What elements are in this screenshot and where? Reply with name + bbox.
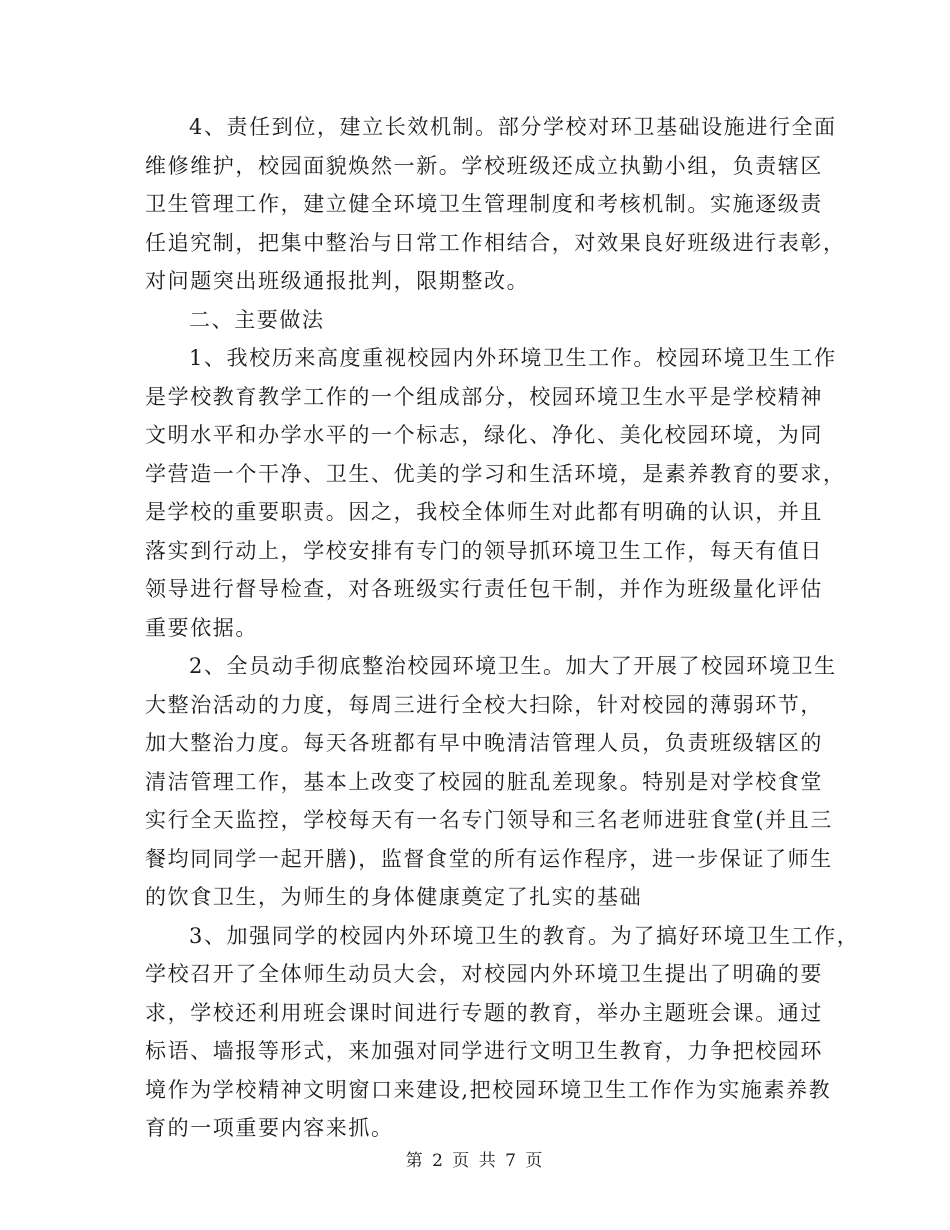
paragraph-line: 维修维护，校园面貌焕然一新。学校班级还成立执勤小组，负责辖区 <box>145 153 823 178</box>
section-heading: 二、主要做法 <box>189 307 325 332</box>
paragraph-line: 育的一项重要内容来抓。 <box>145 1116 394 1140</box>
paragraph-line: 2、全员动手彻底整治校园环境卫生。加大了开展了校园环境卫生 <box>189 654 837 678</box>
paragraph-line: 的饮食卫生，为师生的身体健康奠定了扎实的基础 <box>145 885 643 909</box>
paragraph-line: 实行全天监控，学校每天有一名专门领导和三名老师进驻食堂(并且三 <box>145 808 833 832</box>
paragraph-line: 文明水平和办学水平的一个标志，绿化、净化、美化校园环境，为同 <box>145 423 823 447</box>
paragraph-line: 大整治活动的力度，每周三进行全校大扫除，针对校园的薄弱环节， <box>145 692 823 717</box>
paragraph-line: 标语、墙报等形式，来加强对同学进行文明卫生教育，力争把校园环 <box>145 1039 823 1063</box>
paragraph-line: 学校召开了全体师生动员大会，对校园内外环境卫生提出了明确的要 <box>145 962 823 986</box>
body-text <box>145 108 860 1148</box>
paragraph-line: 任追究制，把集中整治与日常工作相结合，对效果良好班级进行表彰， <box>145 230 846 255</box>
paragraph-line: 对问题突出班级通报批判，限期整改。 <box>145 269 530 293</box>
paragraph-line: 3、加强同学的校园内外环境卫生的教育。为了搞好环境卫生工作， <box>189 923 860 948</box>
paragraph-line: 境作为学校精神文明窗口来建设,把校园环境卫生工作作为实施素养教 <box>145 1077 832 1102</box>
paragraph-line: 清洁管理工作，基本上改变了校园的脏乱差现象。特别是对学校食堂 <box>145 769 823 794</box>
paragraph-line: 求，学校还利用班会课时间进行专题的教育，举办主题班会课。通过 <box>145 1000 823 1025</box>
paragraph-line: 落实到行动上，学校安排有专门的领导抓环境卫生工作，每天有值日 <box>145 538 823 563</box>
paragraph-line: 卫生管理工作，建立健全环境卫生管理制度和考核机制。实施逐级责 <box>145 192 823 216</box>
paragraph-line: 学营造一个干净、卫生、优美的学习和生活环境，是素养教育的要求， <box>145 461 846 486</box>
paragraph-line: 重要依据。 <box>145 615 258 640</box>
paragraph-line: 餐均同同学一起开膳)，监督食堂的所有运作程序，进一步保证了师生 <box>145 846 833 871</box>
paragraph-line: 加大整治力度。每天各班都有早中晚清洁管理人员，负责班级辖区的 <box>145 731 823 755</box>
page-number: 第 2 页 共 7 页 <box>405 1151 545 1171</box>
paragraph-line: 是学校的重要职责。因之，我校全体师生对此都有明确的认识，并且 <box>145 500 823 524</box>
paragraph-line: 领导进行督导检查，对各班级实行责任包干制，并作为班级量化评估 <box>145 577 823 601</box>
paragraph-line: 是学校教育教学工作的一个组成部分，校园环境卫生水平是学校精神 <box>145 384 823 409</box>
paragraph-line: 1、我校历来高度重视校园内外环境卫生工作。校园环境卫生工作 <box>189 346 837 370</box>
paragraph-line: 4、责任到位，建立长效机制。部分学校对环卫基础设施进行全面 <box>189 115 837 139</box>
